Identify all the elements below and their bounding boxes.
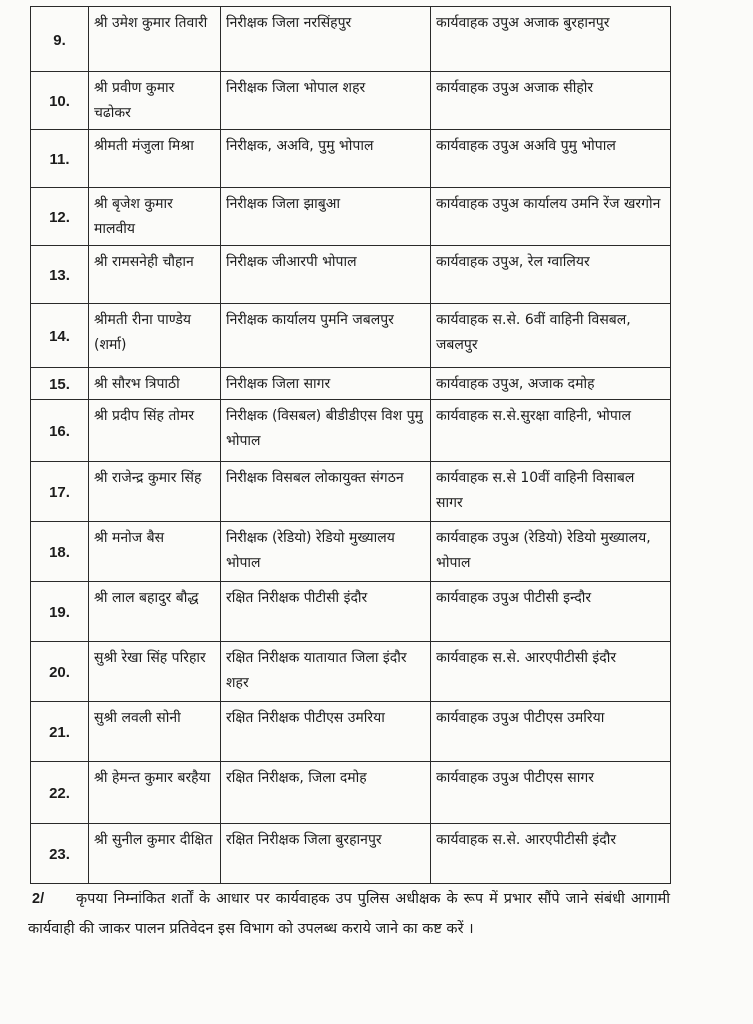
new-posting-cell: कार्यवाहक स.से. आरएपीटीसी इंदौर [431, 824, 671, 884]
officer-name-cell: श्रीमती रीना पाण्डेय (शर्मा) [89, 304, 221, 368]
table-row [31, 130, 671, 188]
current-posting-cell: रक्षित निरीक्षक जिला बुरहानपुर [221, 824, 431, 884]
officer-name-cell: श्री बृजेश कुमार मालवीय [89, 188, 221, 246]
serial-number-cell: 21. [31, 702, 89, 762]
table-row [31, 7, 671, 72]
table-row [31, 72, 671, 130]
serial-number-cell: 20. [31, 642, 89, 702]
current-posting-cell: रक्षित निरीक्षक पीटीसी इंदौर [221, 582, 431, 642]
paragraph-text: कृपया निम्नांकित शर्तों के आधार पर कार्यवाहक उप पुलिस अधीक्षक के रूप में प्रभार सौंपे जाने संबंधी आगामी कार्यवाही की जाकर पालन प्रतिवेदन इस विभाग को उपलब्ध कराये जाने का कष्ट करें । [28, 891, 670, 937]
new-posting-cell: कार्यवाहक उपुअ कार्यालय उमनि रेंज खरगोन [431, 188, 671, 246]
current-posting-cell: रक्षित निरीक्षक यातायात जिला इंदौर शहर [221, 642, 431, 702]
serial-number-cell: 16. [31, 400, 89, 462]
new-posting-cell: कार्यवाहक उपुअ अजाक बुरहानपुर [431, 7, 671, 72]
current-posting-cell: निरीक्षक जिला सागर [221, 368, 431, 400]
table-row [31, 188, 671, 246]
officer-name-cell: सुश्री रेखा सिंह परिहार [89, 642, 221, 702]
serial-number-cell: 13. [31, 246, 89, 304]
serial-number-cell: 23. [31, 824, 89, 884]
table-row [31, 400, 671, 462]
table-body [31, 7, 671, 884]
serial-number-cell: 17. [31, 462, 89, 522]
table-row [31, 304, 671, 368]
serial-number-cell: 19. [31, 582, 89, 642]
table-row [31, 642, 671, 702]
new-posting-cell: कार्यवाहक स.से. 6वीं वाहिनी विसबल, जबलपुर [431, 304, 671, 368]
current-posting-cell: रक्षित निरीक्षक पीटीएस उमरिया [221, 702, 431, 762]
serial-number-cell: 9. [31, 7, 89, 72]
serial-number-cell: 14. [31, 304, 89, 368]
current-posting-cell: रक्षित निरीक्षक, जिला दमोह [221, 762, 431, 824]
officer-name-cell: श्री उमेश कुमार तिवारी [89, 7, 221, 72]
new-posting-cell: कार्यवाहक उपुअ पीटीसी इन्दौर [431, 582, 671, 642]
table-row [31, 582, 671, 642]
new-posting-cell: कार्यवाहक उपुअ पीटीएस सागर [431, 762, 671, 824]
officer-name-cell: श्री प्रदीप सिंह तोमर [89, 400, 221, 462]
paragraph-number: 2/ [32, 891, 45, 907]
new-posting-cell: कार्यवाहक उपुअ अजाक सीहोर [431, 72, 671, 130]
new-posting-cell: कार्यवाहक स.से 10वीं वाहिनी विसाबल सागर [431, 462, 671, 522]
new-posting-cell: कार्यवाहक उपुअ पीटीएस उमरिया [431, 702, 671, 762]
serial-number-cell: 10. [31, 72, 89, 130]
serial-number-cell: 18. [31, 522, 89, 582]
table-row [31, 368, 671, 400]
serial-number-cell: 22. [31, 762, 89, 824]
current-posting-cell: निरीक्षक जिला भोपाल शहर [221, 72, 431, 130]
current-posting-cell: निरीक्षक, अअवि, पुमु भोपाल [221, 130, 431, 188]
officer-name-cell: श्री प्रवीण कुमार चढोकर [89, 72, 221, 130]
officer-name-cell: सुश्री लवली सोनी [89, 702, 221, 762]
new-posting-cell: कार्यवाहक उपुअ, अजाक दमोह [431, 368, 671, 400]
officer-name-cell: श्री सुनील कुमार दीक्षित [89, 824, 221, 884]
officer-name-cell: श्री मनोज बैस [89, 522, 221, 582]
serial-number-cell: 11. [31, 130, 89, 188]
table-row [31, 522, 671, 582]
new-posting-cell: कार्यवाहक स.से. आरएपीटीसी इंदौर [431, 642, 671, 702]
officer-name-cell: श्री लाल बहादुर बौद्ध [89, 582, 221, 642]
current-posting-cell: निरीक्षक जीआरपी भोपाल [221, 246, 431, 304]
new-posting-cell: कार्यवाहक उपुअ, रेल ग्वालियर [431, 246, 671, 304]
instruction-paragraph [28, 884, 670, 944]
serial-number-cell: 15. [31, 368, 89, 400]
table-row [31, 762, 671, 824]
table-row [31, 462, 671, 522]
officer-name-cell: श्री राजेन्द्र कुमार सिंह [89, 462, 221, 522]
table-row [31, 824, 671, 884]
current-posting-cell: निरीक्षक जिला नरसिंहपुर [221, 7, 431, 72]
officer-name-cell: श्री हेमन्त कुमार बरहैया [89, 762, 221, 824]
current-posting-cell: निरीक्षक जिला झाबुआ [221, 188, 431, 246]
officer-name-cell: श्री रामसनेही चौहान [89, 246, 221, 304]
table-row [31, 702, 671, 762]
officer-transfer-table [30, 6, 671, 884]
current-posting-cell: निरीक्षक कार्यालय पुमनि जबलपुर [221, 304, 431, 368]
officer-name-cell: श्रीमती मंजुला मिश्रा [89, 130, 221, 188]
serial-number-cell: 12. [31, 188, 89, 246]
current-posting-cell: निरीक्षक विसबल लोकायुक्त संगठन [221, 462, 431, 522]
current-posting-cell: निरीक्षक (विसबल) बीडीडीएस विश पुमु भोपाल [221, 400, 431, 462]
officer-name-cell: श्री सौरभ त्रिपाठी [89, 368, 221, 400]
new-posting-cell: कार्यवाहक उपुअ अअवि पुमु भोपाल [431, 130, 671, 188]
new-posting-cell: कार्यवाहक स.से.सुरक्षा वाहिनी, भोपाल [431, 400, 671, 462]
current-posting-cell: निरीक्षक (रेडियो) रेडियो मुख्यालय भोपाल [221, 522, 431, 582]
table-row [31, 246, 671, 304]
new-posting-cell: कार्यवाहक उपुअ (रेडियो) रेडियो मुख्यालय, भोपाल [431, 522, 671, 582]
